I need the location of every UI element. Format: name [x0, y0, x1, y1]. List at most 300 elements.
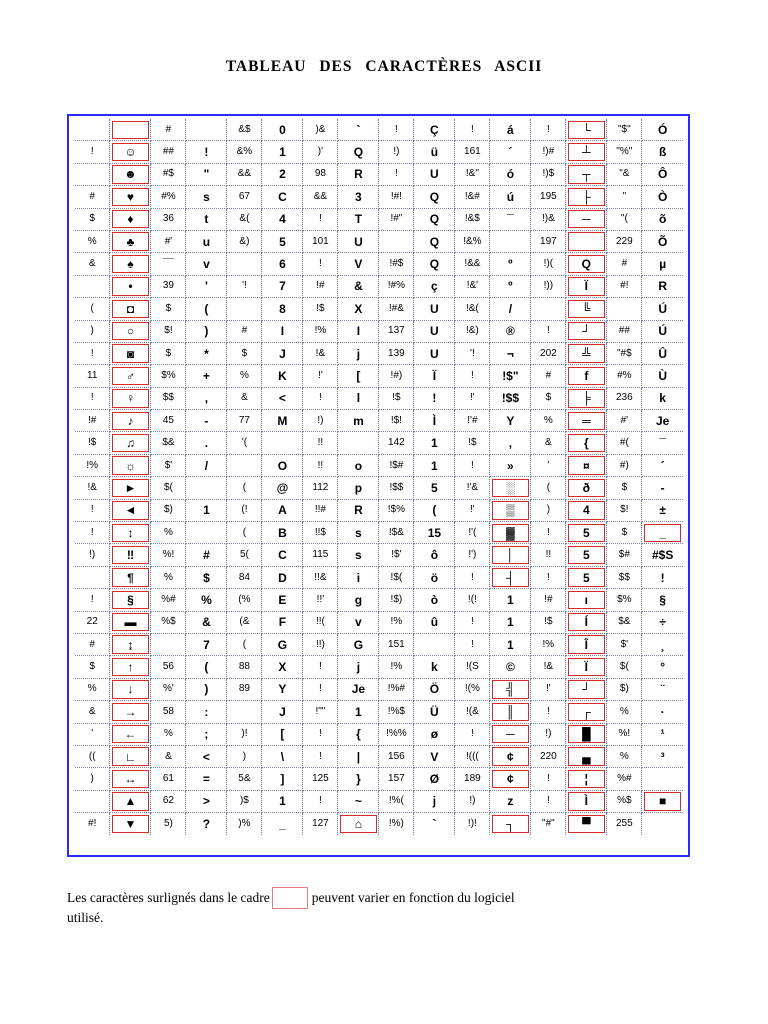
- char-cell: ]: [262, 768, 303, 790]
- code-cell: $: [607, 477, 642, 499]
- code-cell: $: [151, 342, 186, 364]
- code-cell: #: [607, 253, 642, 275]
- char-cell: 0: [262, 119, 303, 141]
- code-cell: !%): [379, 813, 414, 835]
- char-cell: ○: [110, 320, 151, 342]
- char-cell: [566, 230, 607, 252]
- char-cell: $: [186, 566, 227, 588]
- table-row: [75, 790, 683, 812]
- char-cell: ¢: [490, 768, 531, 790]
- char-cell: ü: [414, 141, 455, 163]
- char-cell: Ô: [642, 163, 683, 185]
- char-cell: U: [414, 163, 455, 185]
- code-cell: $: [75, 208, 110, 230]
- page-title: TABLEAU DES CARACTÈRES ASCII: [225, 58, 543, 75]
- char-cell: U: [414, 342, 455, 364]
- code-cell: ): [75, 768, 110, 790]
- code-cell: 98: [303, 163, 338, 185]
- char-cell: ¸: [642, 633, 683, 655]
- char-cell: 5: [566, 566, 607, 588]
- char-cell: O: [262, 454, 303, 476]
- char-cell: 5: [414, 477, 455, 499]
- code-cell: [227, 298, 262, 320]
- char-cell: Q: [338, 141, 379, 163]
- char-cell: µ: [642, 253, 683, 275]
- char-cell: (: [186, 298, 227, 320]
- char-cell: ↨: [110, 633, 151, 655]
- code-cell: #': [151, 230, 186, 252]
- highlight-legend-box: [272, 887, 308, 909]
- code-cell: !(!: [455, 589, 490, 611]
- code-cell: )': [303, 141, 338, 163]
- char-cell: !$": [490, 365, 531, 387]
- code-cell: &: [531, 432, 566, 454]
- char-cell: ♣: [110, 230, 151, 252]
- char-cell: █: [566, 723, 607, 745]
- char-cell: ┬: [566, 163, 607, 185]
- table-row: [75, 656, 683, 678]
- char-cell: └: [566, 119, 607, 141]
- footer-note-part3: utilisé.: [67, 910, 104, 925]
- char-cell: U: [414, 320, 455, 342]
- char-cell: ∟: [110, 745, 151, 767]
- char-cell: ▄: [566, 745, 607, 767]
- char-cell: [110, 119, 151, 141]
- char-cell: ♫: [110, 432, 151, 454]
- table-row: [75, 566, 683, 588]
- char-cell: }: [338, 768, 379, 790]
- char-cell: 1: [186, 499, 227, 521]
- char-cell: 1: [414, 454, 455, 476]
- char-cell: -: [642, 477, 683, 499]
- char-cell: Q: [566, 253, 607, 275]
- code-cell: [75, 566, 110, 588]
- char-cell: ¹: [642, 723, 683, 745]
- char-cell: ║: [490, 701, 531, 723]
- code-cell: !): [303, 410, 338, 432]
- char-cell: (: [414, 499, 455, 521]
- char-cell: [262, 432, 303, 454]
- code-cell: !%(: [379, 790, 414, 812]
- code-cell: !): [75, 544, 110, 566]
- char-cell: ┤: [490, 566, 531, 588]
- code-cell: $$: [151, 387, 186, 409]
- table-row: [75, 499, 683, 521]
- code-cell: ): [531, 499, 566, 521]
- code-cell: &(: [227, 208, 262, 230]
- code-cell: 5&: [227, 768, 262, 790]
- char-cell: R: [338, 163, 379, 185]
- char-cell: ¢: [490, 745, 531, 767]
- char-cell: B: [262, 522, 303, 544]
- code-cell: 115: [303, 544, 338, 566]
- code-cell: $: [151, 298, 186, 320]
- char-cell: ~: [338, 790, 379, 812]
- char-cell: U: [338, 230, 379, 252]
- char-cell: ←: [110, 723, 151, 745]
- code-cell: !"": [303, 701, 338, 723]
- code-cell: !: [379, 119, 414, 141]
- code-cell: #: [227, 320, 262, 342]
- char-cell: J: [262, 342, 303, 364]
- code-cell: !'#: [455, 410, 490, 432]
- char-cell: Je: [642, 410, 683, 432]
- code-cell: )$: [227, 790, 262, 812]
- code-cell: &%: [227, 141, 262, 163]
- code-cell: (: [227, 522, 262, 544]
- code-cell: !%: [379, 611, 414, 633]
- code-cell: !)(: [531, 253, 566, 275]
- code-cell: ##: [151, 141, 186, 163]
- char-cell: _: [262, 813, 303, 835]
- char-cell: z: [490, 790, 531, 812]
- code-cell: !: [531, 522, 566, 544]
- char-cell: /: [186, 454, 227, 476]
- char-cell: %: [186, 589, 227, 611]
- code-cell: !%$: [379, 701, 414, 723]
- code-cell: !$: [531, 611, 566, 633]
- char-cell: ◄: [110, 499, 151, 521]
- code-cell: !#&: [379, 298, 414, 320]
- char-cell: X: [338, 298, 379, 320]
- code-cell: !: [75, 589, 110, 611]
- code-cell: 236: [607, 387, 642, 409]
- code-cell: &&: [303, 186, 338, 208]
- code-cell: !': [531, 678, 566, 700]
- code-cell: $: [531, 387, 566, 409]
- code-cell: "$": [607, 119, 642, 141]
- code-cell: %: [151, 566, 186, 588]
- code-cell: [75, 275, 110, 297]
- char-cell: `: [414, 813, 455, 835]
- code-cell: !$%: [379, 499, 414, 521]
- code-cell: 61: [151, 768, 186, 790]
- code-cell: !$!: [379, 410, 414, 432]
- table-row: [75, 633, 683, 655]
- char-cell: Je: [338, 678, 379, 700]
- code-cell: 127: [303, 813, 338, 835]
- char-cell: |: [338, 745, 379, 767]
- char-cell: ,: [186, 387, 227, 409]
- char-cell: ó: [490, 163, 531, 185]
- code-cell: ': [75, 723, 110, 745]
- char-cell: ┌: [566, 701, 607, 723]
- code-cell: !!: [303, 432, 338, 454]
- code-cell: !!': [303, 589, 338, 611]
- table-row: [75, 522, 683, 544]
- code-cell: 142: [379, 432, 414, 454]
- code-cell: 229: [607, 230, 642, 252]
- code-cell: !$#: [379, 454, 414, 476]
- code-cell: )%: [227, 813, 262, 835]
- char-cell: ¦: [566, 768, 607, 790]
- char-cell: Û: [642, 342, 683, 364]
- code-cell: $#: [607, 544, 642, 566]
- code-cell: 112: [303, 477, 338, 499]
- code-cell: !)!: [455, 813, 490, 835]
- code-cell: $: [607, 522, 642, 544]
- char-cell: C: [262, 544, 303, 566]
- code-cell: %: [75, 678, 110, 700]
- code-cell: $): [151, 499, 186, 521]
- code-cell: (: [227, 633, 262, 655]
- code-cell: !(S: [455, 656, 490, 678]
- char-cell: j: [338, 342, 379, 364]
- code-cell: 156: [379, 745, 414, 767]
- char-cell: ┐: [490, 813, 531, 835]
- code-cell: "&: [607, 163, 642, 185]
- char-cell: ═: [566, 410, 607, 432]
- code-cell: !&&: [455, 253, 490, 275]
- code-cell: !: [75, 141, 110, 163]
- code-cell: 151: [379, 633, 414, 655]
- code-cell: #': [607, 410, 642, 432]
- char-cell: M: [262, 410, 303, 432]
- table-row: [75, 768, 683, 790]
- code-cell: !%: [75, 454, 110, 476]
- char-cell: ©: [490, 656, 531, 678]
- code-cell: %: [75, 230, 110, 252]
- code-cell: (&: [227, 611, 262, 633]
- table-row: [75, 141, 683, 163]
- footer-note-part2: peuvent varier en fonction du logiciel: [311, 890, 515, 905]
- char-cell: k: [642, 387, 683, 409]
- code-cell: (!: [227, 499, 262, 521]
- code-cell: !: [455, 633, 490, 655]
- code-cell: !)#: [531, 141, 566, 163]
- char-cell: ░: [490, 477, 531, 499]
- code-cell: %#: [607, 768, 642, 790]
- code-cell: ': [531, 454, 566, 476]
- char-cell: ³: [642, 745, 683, 767]
- code-cell: (%: [227, 589, 262, 611]
- code-cell: "#": [531, 813, 566, 835]
- char-cell: •: [110, 275, 151, 297]
- code-cell: !: [455, 566, 490, 588]
- char-cell: Y: [490, 410, 531, 432]
- code-cell: )&: [303, 119, 338, 141]
- char-cell: s: [338, 544, 379, 566]
- table-row: [75, 365, 683, 387]
- code-cell: 5): [151, 813, 186, 835]
- code-cell: 101: [303, 230, 338, 252]
- code-cell: !'&: [455, 477, 490, 499]
- table-row: [75, 723, 683, 745]
- char-cell: °: [642, 656, 683, 678]
- char-cell: ►: [110, 477, 151, 499]
- code-cell: %: [151, 723, 186, 745]
- char-cell: ┘: [566, 320, 607, 342]
- code-cell: !$: [75, 432, 110, 454]
- char-cell: t: [186, 208, 227, 230]
- code-cell: !)&: [531, 208, 566, 230]
- char-cell: 5: [566, 522, 607, 544]
- char-cell: #: [186, 544, 227, 566]
- char-cell: Y: [262, 678, 303, 700]
- code-cell: !: [75, 342, 110, 364]
- char-cell: ▒: [490, 499, 531, 521]
- code-cell: !!: [531, 544, 566, 566]
- char-cell: º: [490, 275, 531, 297]
- code-cell: 255: [607, 813, 642, 835]
- code-cell: #): [607, 454, 642, 476]
- code-cell: !: [303, 656, 338, 678]
- code-cell: %: [531, 410, 566, 432]
- char-cell: 4: [262, 208, 303, 230]
- char-cell: ô: [414, 544, 455, 566]
- table-row: [75, 186, 683, 208]
- code-cell: $%: [151, 365, 186, 387]
- table-row: [75, 589, 683, 611]
- code-cell: $': [151, 454, 186, 476]
- code-cell: 11: [75, 365, 110, 387]
- code-cell: $$: [607, 566, 642, 588]
- char-cell: 2: [262, 163, 303, 185]
- code-cell: %$: [151, 611, 186, 633]
- char-cell: ,: [490, 432, 531, 454]
- char-cell: -: [186, 410, 227, 432]
- char-cell: :: [186, 701, 227, 723]
- char-cell: ': [186, 275, 227, 297]
- code-cell: )!: [227, 723, 262, 745]
- code-cell: !&: [303, 342, 338, 364]
- code-cell: '!: [227, 275, 262, 297]
- char-cell: ↕: [110, 522, 151, 544]
- char-cell: ─: [566, 208, 607, 230]
- code-cell: !$: [303, 298, 338, 320]
- char-cell: §: [110, 589, 151, 611]
- char-cell: D: [262, 566, 303, 588]
- code-cell: 161: [455, 141, 490, 163]
- code-cell: !: [379, 163, 414, 185]
- code-cell: (: [75, 298, 110, 320]
- char-cell: {: [338, 723, 379, 745]
- code-cell: !(((: [455, 745, 490, 767]
- char-cell: [642, 813, 683, 835]
- char-cell: ♦: [110, 208, 151, 230]
- code-cell: ): [75, 320, 110, 342]
- code-cell: 5(: [227, 544, 262, 566]
- char-cell: `: [338, 119, 379, 141]
- char-cell: º: [490, 253, 531, 275]
- char-cell: 6: [262, 253, 303, 275]
- char-cell: G: [338, 633, 379, 655]
- char-cell: →: [110, 701, 151, 723]
- char-cell: ╞: [566, 387, 607, 409]
- char-cell: f: [566, 365, 607, 387]
- char-cell: Ï: [566, 656, 607, 678]
- char-cell: Ì: [414, 410, 455, 432]
- code-cell: !': [455, 387, 490, 409]
- code-cell: !: [455, 365, 490, 387]
- char-cell: Ú: [642, 298, 683, 320]
- char-cell: U: [414, 298, 455, 320]
- table-row: [75, 454, 683, 476]
- char-cell: Ø: [414, 768, 455, 790]
- char-cell: ↑: [110, 656, 151, 678]
- code-cell: !: [531, 768, 566, 790]
- char-cell: ¯: [490, 208, 531, 230]
- code-cell: !$&: [379, 522, 414, 544]
- char-cell: ¤: [566, 454, 607, 476]
- char-cell: {: [566, 432, 607, 454]
- char-cell: @: [262, 477, 303, 499]
- char-cell: +: [186, 365, 227, 387]
- char-cell: ◘: [110, 298, 151, 320]
- char-cell: p: [338, 477, 379, 499]
- char-cell: ⌂: [338, 813, 379, 835]
- char-cell: ♥: [110, 186, 151, 208]
- char-cell: ▓: [490, 522, 531, 544]
- code-cell: !%#: [379, 678, 414, 700]
- char-cell: s: [186, 186, 227, 208]
- table-row: [75, 208, 683, 230]
- table-row: [75, 275, 683, 297]
- table-row: [75, 410, 683, 432]
- char-cell: [186, 522, 227, 544]
- code-cell: !$: [379, 387, 414, 409]
- code-cell: '!: [455, 342, 490, 364]
- code-cell: !!$: [303, 522, 338, 544]
- char-cell: 1: [414, 432, 455, 454]
- code-cell: !): [379, 141, 414, 163]
- code-cell: !#": [379, 208, 414, 230]
- code-cell: !': [303, 365, 338, 387]
- code-cell: $(: [607, 656, 642, 678]
- char-cell: ð: [566, 477, 607, 499]
- code-cell: 202: [531, 342, 566, 364]
- code-cell: !'): [455, 544, 490, 566]
- code-cell: %: [607, 701, 642, 723]
- char-cell: 3: [338, 186, 379, 208]
- code-cell: !&: [531, 656, 566, 678]
- char-cell: [490, 230, 531, 252]
- code-cell: !(&: [455, 701, 490, 723]
- char-cell: I: [262, 320, 303, 342]
- char-cell: ): [186, 678, 227, 700]
- char-cell: ´: [642, 454, 683, 476]
- code-cell: 88: [227, 656, 262, 678]
- char-cell: 1: [262, 141, 303, 163]
- char-cell: ▬: [110, 611, 151, 633]
- char-cell: /: [490, 298, 531, 320]
- char-cell: K: [262, 365, 303, 387]
- char-cell: ò: [414, 589, 455, 611]
- char-cell: <: [186, 745, 227, 767]
- code-cell: !#!: [379, 186, 414, 208]
- code-cell: !&(: [455, 298, 490, 320]
- code-cell: 56: [151, 656, 186, 678]
- code-cell: #$: [151, 163, 186, 185]
- code-cell: !: [531, 790, 566, 812]
- code-cell: &: [151, 745, 186, 767]
- code-cell: [75, 790, 110, 812]
- char-cell: Ò: [642, 186, 683, 208]
- char-cell: [: [262, 723, 303, 745]
- char-cell: ♪: [110, 410, 151, 432]
- table-row: [75, 678, 683, 700]
- code-cell: 139: [379, 342, 414, 364]
- char-cell: ♠: [110, 253, 151, 275]
- char-cell: [186, 119, 227, 141]
- code-cell: #%: [151, 186, 186, 208]
- char-cell: ¬: [490, 342, 531, 364]
- char-cell: &: [338, 275, 379, 297]
- code-cell: !#%: [379, 275, 414, 297]
- code-cell: [151, 633, 186, 655]
- char-cell: =: [186, 768, 227, 790]
- char-cell: >: [186, 790, 227, 812]
